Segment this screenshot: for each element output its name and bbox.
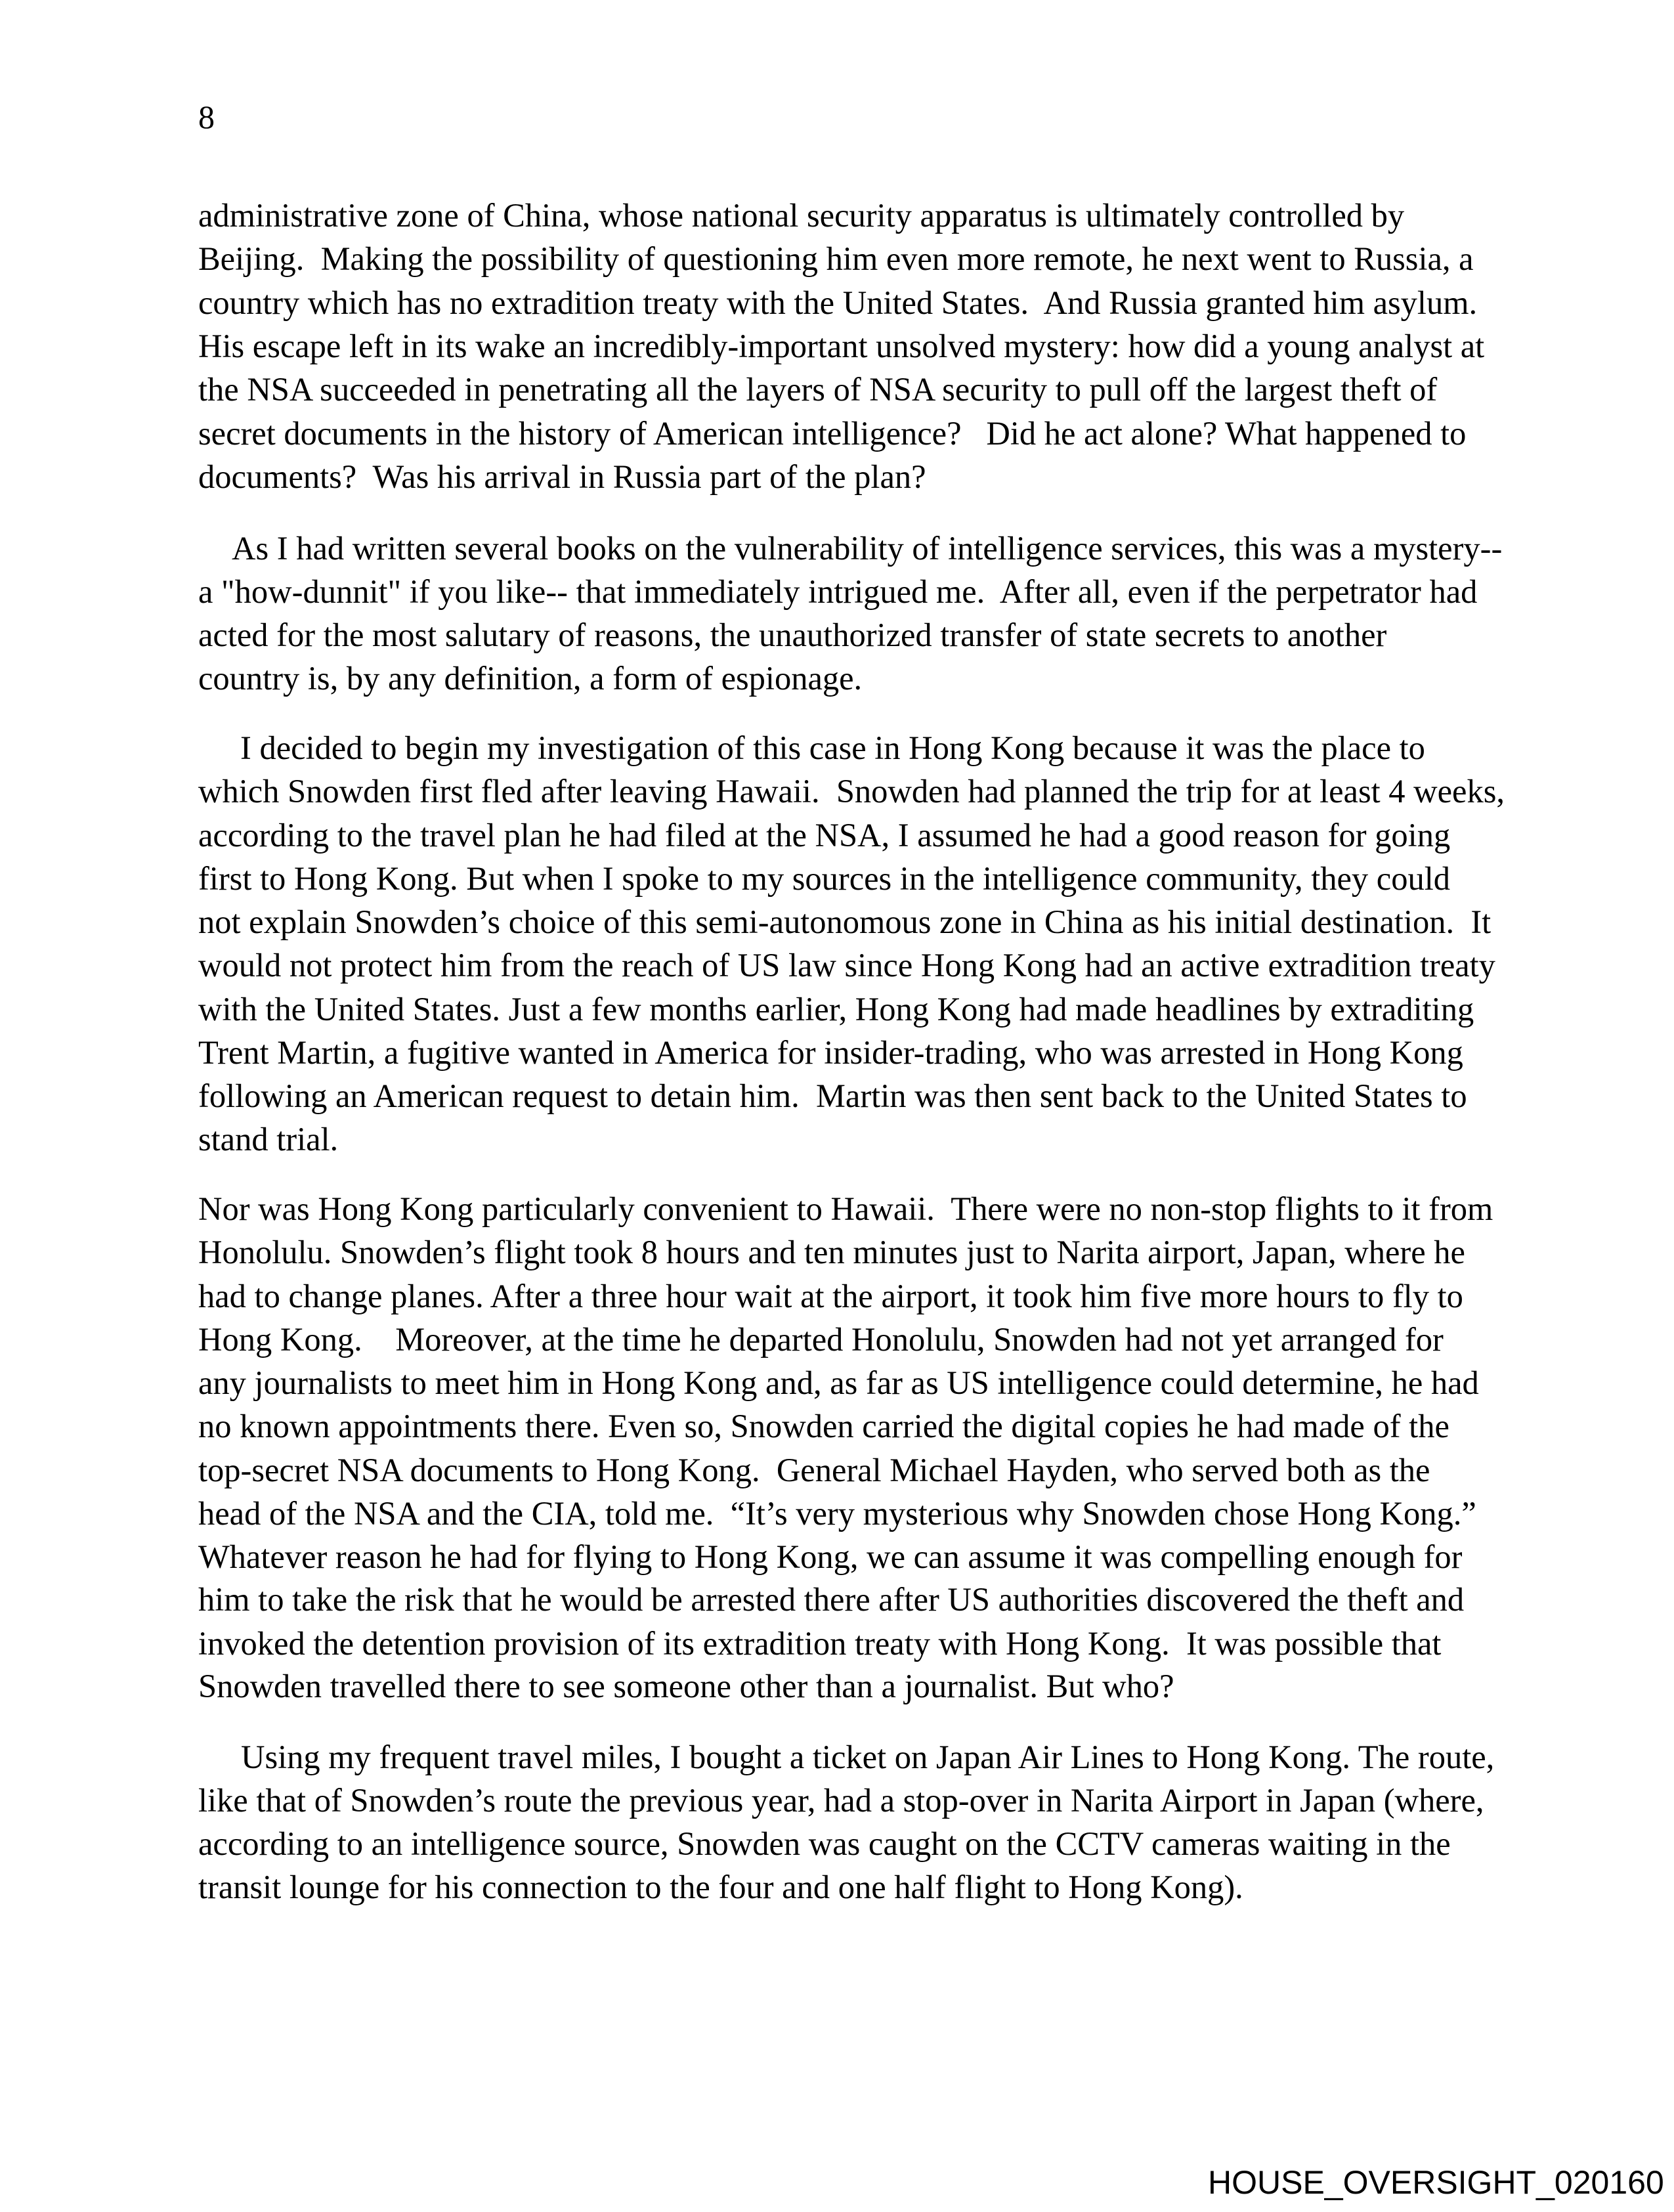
text-line: administrative zone of China, whose national security apparatus is ultimately controlled by bbox=[198, 197, 1405, 234]
text-line: him to take the risk that he would be arrested there after US authorities discovered the theft and bbox=[198, 1581, 1465, 1618]
text-line: Trent Martin, a fugitive wanted in America for insider-trading, who was arrested in Hong Kong bbox=[198, 1034, 1463, 1071]
text-line: had to change planes. After a three hour wait at the airport, it took him five more hours to fly to bbox=[198, 1278, 1463, 1314]
text-line: invoked the detention provision of its extradition treaty with Hong Kong. It was possible that bbox=[198, 1625, 1442, 1662]
text-line: according to an intelligence source, Snowden was caught on the CCTV cameras waiting in the bbox=[198, 1825, 1451, 1862]
text-line: first to Hong Kong. But when I spoke to my sources in the intelligence community, they could bbox=[198, 860, 1450, 897]
text-line: stand trial. bbox=[198, 1121, 339, 1158]
text-line: As I had written several books on the vulnerability of intelligence services, this was a mystery-- bbox=[232, 530, 1503, 567]
text-line: with the United States. Just a few months earlier, Hong Kong had made headlines by extraditing bbox=[198, 991, 1474, 1028]
text-line: transit lounge for his connection to the four and one half flight to Hong Kong). bbox=[198, 1869, 1243, 1905]
text-line: Snowden travelled there to see someone other than a journalist. But who? bbox=[198, 1668, 1174, 1704]
text-line: not explain Snowden’s choice of this semi-autonomous zone in China as his initial destination. It bbox=[198, 903, 1492, 940]
text-line: Hong Kong. Moreover, at the time he departed Honolulu, Snowden had not yet arranged for bbox=[198, 1321, 1444, 1358]
text-line: Honolulu. Snowden’s flight took 8 hours and ten minutes just to Narita airport, Japan, where he bbox=[198, 1234, 1465, 1270]
text-line: acted for the most salutary of reasons, the unauthorized transfer of state secrets to another bbox=[198, 617, 1387, 653]
text-line: Whatever reason he had for flying to Hong Kong, we can assume it was compelling enough for bbox=[198, 1538, 1463, 1575]
text-line: country is, by any definition, a form of espionage. bbox=[198, 660, 863, 697]
text-line: Nor was Hong Kong particularly convenient to Hawaii. There were no non-stop flights to it from bbox=[198, 1190, 1493, 1227]
text-line: top-secret NSA documents to Hong Kong. General Michael Hayden, who served both as the bbox=[198, 1452, 1430, 1488]
page-number: 8 bbox=[198, 98, 215, 135]
text-line: like that of Snowden’s route the previous year, had a stop-over in Narita Airport in Japan (where, bbox=[198, 1782, 1484, 1819]
text-line: following an American request to detain him. Martin was then sent back to the United States to bbox=[198, 1077, 1467, 1114]
text-line: I decided to begin my investigation of this case in Hong Kong because it was the place to bbox=[240, 729, 1425, 766]
text-line: Beijing. Making the possibility of questioning him even more remote, he next went to Russia, a bbox=[198, 240, 1474, 277]
text-line: which Snowden first fled after leaving Hawaii. Snowden had planned the trip for at least 4 weeks, bbox=[198, 773, 1505, 810]
text-line: the NSA succeeded in penetrating all the layers of NSA security to pull off the largest theft of bbox=[198, 371, 1438, 408]
text-line: secret documents in the history of American intelligence? Did he act alone? What happened to bbox=[198, 415, 1467, 452]
text-line: according to the travel plan he had filed at the NSA, I assumed he had a good reason for going bbox=[198, 817, 1451, 854]
text-line: documents? Was his arrival in Russia part of the plan? bbox=[198, 458, 926, 495]
bates-stamp: HOUSE_OVERSIGHT_020160 bbox=[1208, 2164, 1664, 2201]
text-line: any journalists to meet him in Hong Kong and, as far as US intelligence could determine, he had bbox=[198, 1364, 1479, 1401]
text-line: His escape left in its wake an incredibly-important unsolved mystery: how did a young analyst at bbox=[198, 328, 1485, 364]
text-line: a "how-dunnit" if you like-- that immediately intrigued me. After all, even if the perpetrator had bbox=[198, 573, 1478, 610]
text-line: head of the NSA and the CIA, told me. “It’s very mysterious why Snowden chose Hong Kong.” bbox=[198, 1495, 1476, 1532]
text-line: no known appointments there. Even so, Snowden carried the digital copies he had made of the bbox=[198, 1408, 1449, 1444]
text-line: would not protect him from the reach of US law since Hong Kong had an active extradition treaty bbox=[198, 947, 1495, 984]
text-line: Using my frequent travel miles, I bought a ticket on Japan Air Lines to Hong Kong. The route, bbox=[241, 1739, 1495, 1775]
text-line: country which has no extradition treaty with the United States. And Russia granted him asylum. bbox=[198, 284, 1478, 321]
